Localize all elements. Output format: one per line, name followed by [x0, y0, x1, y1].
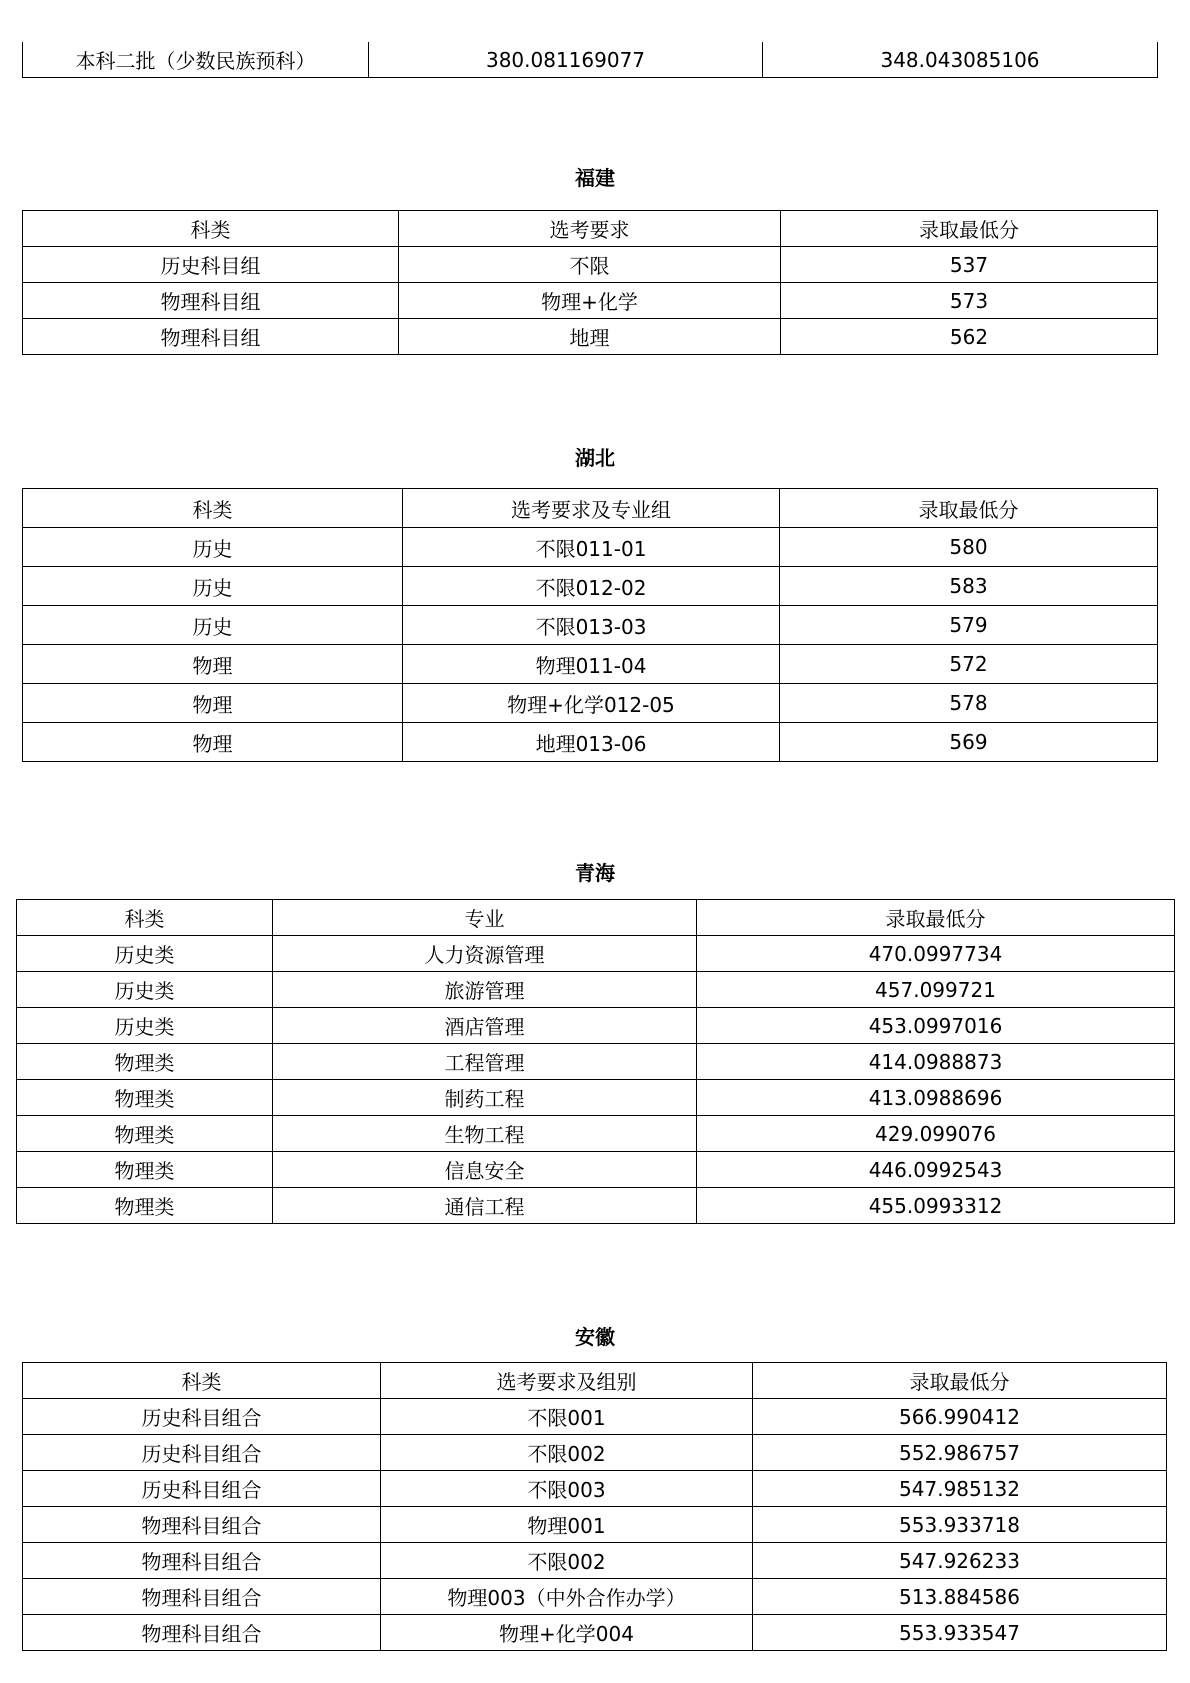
requirement-cell: 不限003: [381, 1471, 753, 1507]
score-cell: 537: [781, 247, 1158, 283]
table-row: [17, 1044, 1175, 1080]
table-row: [23, 723, 1158, 762]
score-cell: 572: [780, 645, 1158, 684]
category-cell: 物理类: [17, 1116, 273, 1152]
requirement-cell: 物理011-04: [403, 645, 780, 684]
major-cell: 制药工程: [273, 1080, 697, 1116]
table-row: [23, 1399, 1167, 1435]
table-row: [23, 319, 1158, 355]
table-row: [17, 1152, 1175, 1188]
fujian-score-table: [22, 210, 1158, 355]
column-header-category: 科类: [23, 211, 399, 247]
category-cell: 历史: [23, 528, 403, 567]
column-header-requirement: 选考要求: [399, 211, 781, 247]
category-cell: 历史: [23, 606, 403, 645]
score-cell: 429.099076: [697, 1116, 1175, 1152]
category-cell: 历史: [23, 567, 403, 606]
score-cell: 566.990412: [753, 1399, 1167, 1435]
requirement-cell: 不限012-02: [403, 567, 780, 606]
score-cell: 453.0997016: [697, 1008, 1175, 1044]
category-cell: 物理科目组合: [23, 1615, 381, 1651]
category-cell: 历史类: [17, 936, 273, 972]
category-cell: 历史科目组合: [23, 1435, 381, 1471]
requirement-cell: 不限011-01: [403, 528, 780, 567]
requirement-cell: 物理+化学: [399, 283, 781, 319]
column-header-requirement-group: 选考要求及组别: [381, 1363, 753, 1399]
score-cell: 583: [780, 567, 1158, 606]
table-row: [23, 1471, 1167, 1507]
category-cell: 物理类: [17, 1080, 273, 1116]
table-header-row: [23, 1363, 1167, 1399]
table-row: [23, 1435, 1167, 1471]
continued-score-table: [22, 42, 1158, 78]
table-row: [17, 1008, 1175, 1044]
table-row: [23, 1579, 1167, 1615]
column-header-category: 科类: [23, 489, 403, 528]
score-cell: 553.933718: [753, 1507, 1167, 1543]
score-cell: 413.0988696: [697, 1080, 1175, 1116]
table-header-row: [23, 211, 1158, 247]
score-cell: 455.0993312: [697, 1188, 1175, 1224]
category-cell: 历史科目组: [23, 247, 399, 283]
requirement-cell: 不限002: [381, 1543, 753, 1579]
score-cell: 457.099721: [697, 972, 1175, 1008]
score-cell: 580: [780, 528, 1158, 567]
category-cell: 物理类: [17, 1188, 273, 1224]
requirement-cell: 不限001: [381, 1399, 753, 1435]
column-header-min-score: 录取最低分: [781, 211, 1158, 247]
major-cell: 通信工程: [273, 1188, 697, 1224]
score-cell: 578: [780, 684, 1158, 723]
requirement-cell: 地理: [399, 319, 781, 355]
requirement-cell: 不限013-03: [403, 606, 780, 645]
table-row: [23, 283, 1158, 319]
table-row: [17, 972, 1175, 1008]
major-cell: 信息安全: [273, 1152, 697, 1188]
column-header-min-score: 录取最低分: [780, 489, 1158, 528]
score-cell: 547.926233: [753, 1543, 1167, 1579]
table-row: [17, 1188, 1175, 1224]
score-cell: 569: [780, 723, 1158, 762]
category-cell: 物理: [23, 645, 403, 684]
table-row: [23, 1543, 1167, 1579]
section-title-hubei: 湖北: [575, 446, 615, 470]
requirement-cell: 不限002: [381, 1435, 753, 1471]
major-cell: 旅游管理: [273, 972, 697, 1008]
table-row: [17, 936, 1175, 972]
category-cell: 物理类: [17, 1044, 273, 1080]
major-cell: 酒店管理: [273, 1008, 697, 1044]
category-cell: 本科二批（少数民族预科）: [23, 42, 369, 78]
category-cell: 历史类: [17, 972, 273, 1008]
table-row: [23, 1507, 1167, 1543]
section-title-qinghai: 青海: [575, 861, 615, 885]
category-cell: 物理: [23, 684, 403, 723]
column-header-requirement-group: 选考要求及专业组: [403, 489, 780, 528]
score-cell: 446.0992543: [697, 1152, 1175, 1188]
hubei-score-table: [22, 488, 1158, 762]
qinghai-score-table: [16, 899, 1175, 1224]
table-header-row: [23, 489, 1158, 528]
table-row: [23, 567, 1158, 606]
category-cell: 历史类: [17, 1008, 273, 1044]
requirement-cell: 物理+化学012-05: [403, 684, 780, 723]
score-cell: 414.0988873: [697, 1044, 1175, 1080]
column-header-major: 专业: [273, 900, 697, 936]
requirement-cell: 物理003（中外合作办学）: [381, 1579, 753, 1615]
category-cell: 物理类: [17, 1152, 273, 1188]
table-row: [23, 528, 1158, 567]
score-cell: 573: [781, 283, 1158, 319]
table-row: [23, 42, 1158, 78]
category-cell: 历史科目组合: [23, 1471, 381, 1507]
major-cell: 生物工程: [273, 1116, 697, 1152]
requirement-cell: 地理013-06: [403, 723, 780, 762]
score-cell: 552.986757: [753, 1435, 1167, 1471]
score-cell: 513.884586: [753, 1579, 1167, 1615]
requirement-cell: 物理+化学004: [381, 1615, 753, 1651]
column-header-category: 科类: [17, 900, 273, 936]
table-header-row: [17, 900, 1175, 936]
score-cell: 380.081169077: [369, 42, 763, 78]
score-cell: 348.043085106: [763, 42, 1158, 78]
major-cell: 人力资源管理: [273, 936, 697, 972]
category-cell: 物理科目组: [23, 283, 399, 319]
category-cell: 物理科目组合: [23, 1507, 381, 1543]
table-row: [23, 1615, 1167, 1651]
anhui-score-table: [22, 1362, 1167, 1651]
table-row: [23, 684, 1158, 723]
category-cell: 物理科目组: [23, 319, 399, 355]
table-row: [23, 247, 1158, 283]
score-cell: 547.985132: [753, 1471, 1167, 1507]
score-cell: 470.0997734: [697, 936, 1175, 972]
requirement-cell: 不限: [399, 247, 781, 283]
category-cell: 物理: [23, 723, 403, 762]
table-row: [23, 606, 1158, 645]
table-row: [23, 645, 1158, 684]
category-cell: 历史科目组合: [23, 1399, 381, 1435]
section-title-fujian: 福建: [575, 166, 615, 190]
score-cell: 562: [781, 319, 1158, 355]
category-cell: 物理科目组合: [23, 1543, 381, 1579]
score-cell: 579: [780, 606, 1158, 645]
category-cell: 物理科目组合: [23, 1579, 381, 1615]
column-header-min-score: 录取最低分: [697, 900, 1175, 936]
table-row: [17, 1116, 1175, 1152]
table-row: [17, 1080, 1175, 1116]
major-cell: 工程管理: [273, 1044, 697, 1080]
column-header-category: 科类: [23, 1363, 381, 1399]
column-header-min-score: 录取最低分: [753, 1363, 1167, 1399]
score-cell: 553.933547: [753, 1615, 1167, 1651]
section-title-anhui: 安徽: [575, 1325, 615, 1349]
requirement-cell: 物理001: [381, 1507, 753, 1543]
